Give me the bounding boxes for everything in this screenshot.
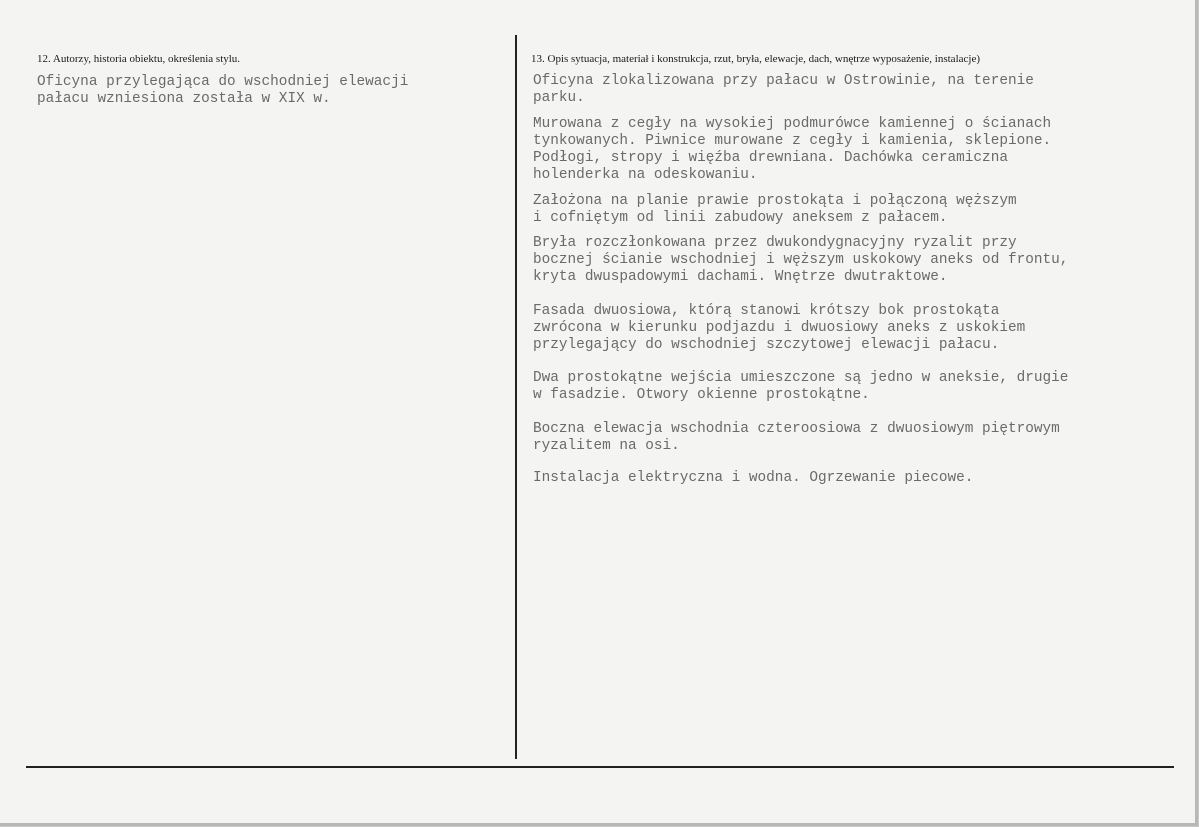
field-13-paragraph-entrances: Dwa prostokątne wejścia umieszczone są jedno w aneksie, drugie w fasadzie. Otwory okienne prostokątne. [533, 370, 1069, 403]
field-13-paragraph-massing: Bryła rozczłonkowana przez dwukondygnacyjny ryzalit przy bocznej ścianie wschodniej i węższym uskokowy aneks od frontu, kryta dwuspadowymi dachami. Wnętrze dwutraktowe. [533, 235, 1069, 285]
bottom-rule [26, 766, 1174, 768]
field-13-paragraph-material: Murowana z cegły na wysokiej podmurówce kamiennej o ścianach tynkowanych. Piwnice murowane z cegły i kamienia, sklepione. Podłogi, stropy i więźba drewniana. Dachówka ceramiczna holenderka na odeskowaniu. [533, 116, 1052, 183]
column-divider [515, 35, 517, 759]
field-13-paragraph-facade: Fasada dwuosiowa, którą stanowi krótszy bok prostokąta zwrócona w kierunku podjazdu i dwuosiowy aneks z uskokiem przylegający do wschodniej szczytowej elewacji pałacu. [533, 303, 1026, 353]
field-12-heading: 12. Autorzy, historia obiektu, określenia stylu. [37, 53, 241, 65]
field-13-paragraph-installations: Instalacja elektryczna i wodna. Ogrzewanie piecowe. [533, 470, 974, 486]
field-13-paragraph-plan: Założona na planie prawie prostokąta i połączoną węższym i cofniętym od linii zabudowy aneksem z pałacem. [533, 193, 1017, 226]
field-13-heading: 13. Opis sytuacja, materiał i konstrukcja, rzut, bryła, elewacje, dach, wnętrze wyposażenie, instalacje) [531, 53, 980, 65]
field-12-text: Oficyna przylegająca do wschodniej elewacji pałacu wzniesiona została w XIX w. [37, 74, 409, 107]
field-13-paragraph-east-elevation: Boczna elewacja wschodnia czteroosiowa z dwuosiowym piętrowym ryzalitem na osi. [533, 421, 1060, 454]
field-13-paragraph-location: Oficyna zlokalizowana przy pałacu w Ostrowinie, na terenie parku. [533, 73, 1034, 106]
